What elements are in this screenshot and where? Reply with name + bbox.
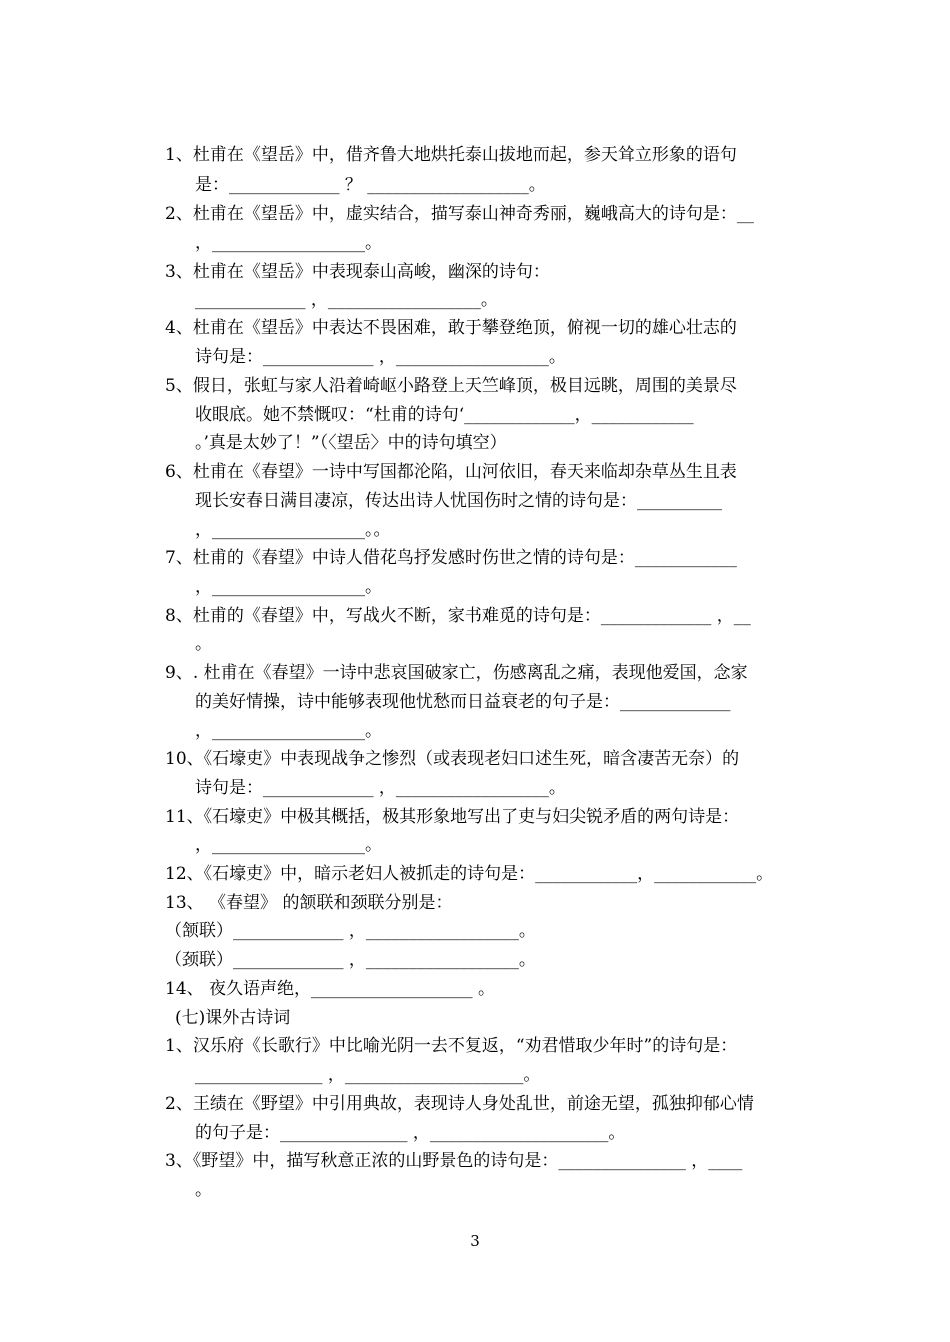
question-7-line-1: 7、杜甫的《春望》中诗人借花鸟抒发感时伤世之情的诗句是：____________ <box>165 548 737 568</box>
question-1-line-1: 1、杜甫在《望岳》中，借齐鲁大地烘托泰山拔地而起，参天耸立形象的语句 <box>165 145 737 165</box>
question-1-line-2: 是：_____________ ？ ___________________。 <box>195 175 546 195</box>
question-4-line-1: 4、杜甫在《望岳》中表达不畏困难，敢于攀登绝顶，俯视一切的雄心壮志的 <box>165 318 737 338</box>
question-2-line-2: ，__________________。 <box>195 233 382 253</box>
question-10-line-2: 诗句是：_____________ ，__________________。 <box>195 778 566 798</box>
question-8-line-1: 8、杜甫的《春望》中，写战火不断，家书难觅的诗句是：_____________ ，__ <box>165 606 751 626</box>
question-13-line-2: （颔联）_____________ ，__________________。 <box>165 921 536 941</box>
extra-question-3-line-1: 3、《野望》中，描写秋意正浓的山野景色的诗句是：_______________ ，____ <box>165 1151 743 1171</box>
question-7-line-2: ，__________________。 <box>195 577 382 597</box>
extra-question-2-line-2: 的句子是：_______________ ，_____________________。 <box>195 1123 626 1143</box>
extra-question-3-line-2: 。 <box>195 1180 212 1200</box>
question-13-line-3: （颈联）_____________ ，__________________。 <box>165 950 536 970</box>
question-9-line-1: 9、. 杜甫在《春望》一诗中悲哀国破家亡，伤感离乱之痛，表现他爱国，念家 <box>165 663 748 683</box>
extra-question-1-line-2: _______________ ，_____________________。 <box>195 1065 541 1085</box>
question-11-line-2: ，__________________。 <box>195 835 382 855</box>
question-9-line-3: ，__________________。 <box>195 721 382 741</box>
question-6-line-2: 现长安春日满目凄凉，传达出诗人忧国伤时之情的诗句是：__________ <box>195 491 722 511</box>
question-5-line-1: 5、假日，张虹与家人沿着崎岖小路登上天竺峰顶，极目远眺，周围的美景尽 <box>165 376 737 396</box>
question-14-line-1: 14、 夜久语声绝，___________________ 。 <box>165 979 495 999</box>
question-13-line-1: 13、 《春望》 的颔联和颈联分别是： <box>165 893 453 913</box>
extra-question-1-line-1: 1、汉乐府《长歌行》中比喻光阴一去不复返，“劝君惜取少年时”的诗句是： <box>165 1036 738 1056</box>
question-4-line-2: 诗句是：_____________ ，__________________。 <box>195 347 566 367</box>
question-3-line-1: 3、杜甫在《望岳》中表现泰山高峻，幽深的诗句： <box>165 262 550 282</box>
question-11-line-1: 11、《石壕吏》中极其概括，极其形象地写出了吏与妇尖锐矛盾的两句诗是： <box>165 807 740 827</box>
question-5-line-2: 收眼底。她不禁慨叹：“杜甫的诗句‘_____________，____________ <box>195 405 694 425</box>
question-6-line-1: 6、杜甫在《春望》一诗中写国都沦陷，山河依旧，春天来临却杂草丛生且表 <box>165 462 737 482</box>
question-9-line-2: 的美好情操，诗中能够表现他忧愁而日益衰老的句子是：_____________ <box>195 692 731 712</box>
question-2-line-1: 2、杜甫在《望岳》中，虚实结合，描写泰山神奇秀丽，巍峨高大的诗句是：__ <box>165 204 754 224</box>
question-8-line-2: 。 <box>195 634 212 654</box>
question-6-line-3: ，__________________。。 <box>195 520 391 540</box>
question-10-line-1: 10、《石壕吏》中表现战争之惨烈（或表现老妇口述生死，暗含凄苦无奈）的 <box>165 749 740 769</box>
question-3-line-2: _____________ ，__________________。 <box>195 290 498 310</box>
question-12-line-1: 12、《石壕吏》中，暗示老妇人被抓走的诗句是：____________，____________。 <box>165 864 774 884</box>
page-number: 3 <box>470 1232 480 1250</box>
section-heading: (七)课外古诗词 <box>175 1008 291 1028</box>
extra-question-2-line-1: 2、王绩在《野望》中引用典故，表现诗人身处乱世，前途无望，孤独抑郁心情 <box>165 1094 754 1114</box>
question-5-line-3: 。’真是太妙了！”（〈望岳〉中的诗句填空） <box>195 433 507 453</box>
